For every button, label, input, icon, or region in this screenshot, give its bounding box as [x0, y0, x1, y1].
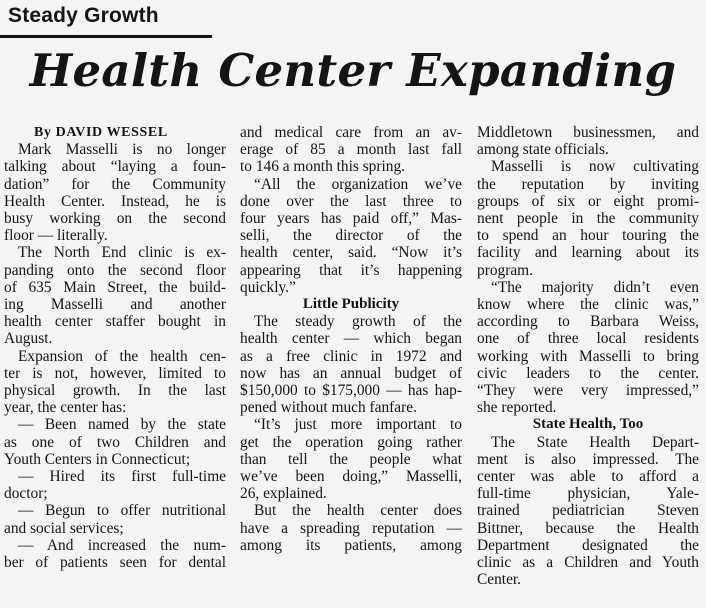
text-line: program. — [477, 261, 533, 279]
text-line: clinic as a Children and Youth — [477, 554, 699, 572]
text-line: Expansion of the health cen- — [18, 347, 226, 365]
text-line: Youth Centers in Connecticut; — [4, 450, 191, 468]
text-line: health center, said. “Now it’s — [240, 244, 462, 262]
text-line: pened without much fanfare. — [240, 399, 417, 417]
text-line: “It’s just more important to — [254, 416, 462, 434]
text-line: she reported. — [477, 399, 557, 417]
article-column-1 — [4, 124, 226, 571]
paragraph — [477, 158, 699, 278]
paragraph — [477, 124, 699, 158]
text-line: “All the organization we’ve — [254, 175, 462, 193]
paragraph — [4, 244, 226, 347]
text-line: of 635 Main Street, the build- — [4, 278, 226, 296]
headline: Health Center Expanding — [29, 44, 677, 97]
text-line: — Been named by the state — [18, 416, 226, 434]
kicker-heading: Steady Growth — [8, 4, 159, 27]
text-line: to 146 a month this spring. — [240, 158, 406, 176]
text-line: we’ve been doing,” Masselli, — [240, 468, 462, 486]
paragraph — [4, 348, 226, 417]
text-line: doctor; — [4, 485, 48, 503]
text-line: ber of patients seen for dental — [4, 554, 226, 572]
text-line: among its patients, among — [240, 536, 462, 554]
text-line: as one of two Children and — [4, 433, 226, 451]
article-column-3 — [477, 124, 699, 588]
text-line: floor — literally. — [4, 227, 108, 245]
text-line: get the operation going rather — [240, 433, 462, 451]
text-line: and medical care from an av- — [240, 124, 462, 141]
paragraph — [240, 502, 462, 554]
byline: By DAVID WESSEL — [34, 125, 168, 140]
text-line: done over the last three to — [240, 192, 462, 210]
text-line: as a free clinic in 1972 and — [240, 347, 462, 365]
text-line: 26, explained. — [240, 485, 327, 503]
text-line: selli, the director of the — [240, 227, 462, 245]
kicker-underline — [0, 35, 212, 38]
text-line: August. — [4, 330, 53, 348]
text-line: facility and learning about its — [477, 244, 699, 262]
text-line: But the health center does — [254, 502, 462, 520]
text-line: among state officials. — [477, 141, 609, 159]
text-line: The steady growth of the — [254, 313, 462, 331]
text-line: health center — which began — [240, 330, 462, 348]
text-line: Bittner, because the Health — [477, 519, 699, 537]
text-line: full-time physician, Yale- — [477, 485, 699, 503]
text-line: health center staffer bought in — [4, 313, 226, 331]
text-line: Mark Masselli is no longer — [18, 141, 226, 159]
text-line: Health Center. Instead, he is — [4, 192, 226, 210]
paragraph — [240, 313, 462, 416]
text-line: panding onto the second floor — [4, 261, 226, 279]
text-line: Masselli is now cultivating — [491, 158, 699, 176]
text-line: trained pediatrician Steven — [477, 502, 699, 520]
paragraph — [4, 537, 226, 571]
paragraph — [4, 141, 226, 244]
text-line: — Begun to offer nutritional — [18, 502, 226, 520]
text-line: talking about “laying a foun- — [4, 158, 226, 176]
text-line: ment is also impressed. The — [477, 450, 699, 468]
text-line: groups of six or eight promi- — [477, 192, 699, 210]
text-line: — And increased the num- — [18, 536, 226, 554]
subhead: State Health, Too — [532, 416, 644, 433]
text-line: to spend an hour touring the — [477, 227, 699, 245]
text-line: appearing that it’s happening — [240, 261, 462, 279]
paragraph — [240, 416, 462, 502]
text-line: know where the clinic was,” — [477, 296, 699, 314]
text-line: — Hired its first full-time — [18, 468, 226, 486]
text-line: erage of 85 a month last fall — [240, 141, 462, 159]
text-line: according to Barbara Weiss, — [477, 313, 699, 331]
paragraph — [4, 416, 226, 468]
text-line: civic leaders to the center. — [477, 364, 699, 382]
text-line: Middletown businessmen, and — [477, 124, 699, 141]
text-line: Center. — [477, 571, 522, 589]
text-line: working with Masselli to bring — [477, 347, 699, 365]
text-line: quickly.” — [240, 278, 296, 296]
text-line: center was able to afford a — [477, 468, 699, 486]
paragraph — [4, 502, 226, 536]
article-column-2 — [240, 124, 462, 554]
text-line: busy working on the second — [4, 210, 226, 227]
text-line: nent people in the community — [477, 210, 699, 228]
text-line: dation” for the Community — [4, 175, 226, 193]
paragraph — [477, 434, 699, 589]
text-line: have a spreading reputation — — [240, 519, 462, 537]
text-line: ter is not, however, limited to — [4, 364, 226, 382]
text-line: than tell the people what — [240, 450, 462, 468]
text-line: The State Health Depart- — [491, 433, 699, 451]
paragraph — [477, 279, 699, 417]
paragraph — [240, 176, 462, 296]
text-line: “They were very impressed,” — [477, 382, 699, 400]
text-line: and social services; — [4, 519, 124, 537]
text-line: the reputation by inviting — [477, 175, 699, 193]
paragraph — [240, 124, 462, 176]
text-line: now has an annual budget of — [240, 364, 462, 382]
text-line: physical growth. In the last — [4, 382, 226, 400]
text-line: Department designated the — [477, 536, 699, 554]
text-line: $150,000 to $175,000 — has hap- — [240, 382, 462, 400]
subhead: Little Publicity — [302, 296, 400, 313]
text-line: year, the center has: — [4, 399, 127, 417]
text-line: four years has paid off,” Mas- — [240, 210, 462, 228]
text-line: ing Masselli and another — [4, 296, 226, 314]
text-line: The North End clinic is ex- — [18, 244, 226, 262]
paragraph — [4, 468, 226, 502]
text-line: “The majority didn’t even — [491, 278, 699, 296]
text-line: one of three local residents — [477, 330, 699, 348]
